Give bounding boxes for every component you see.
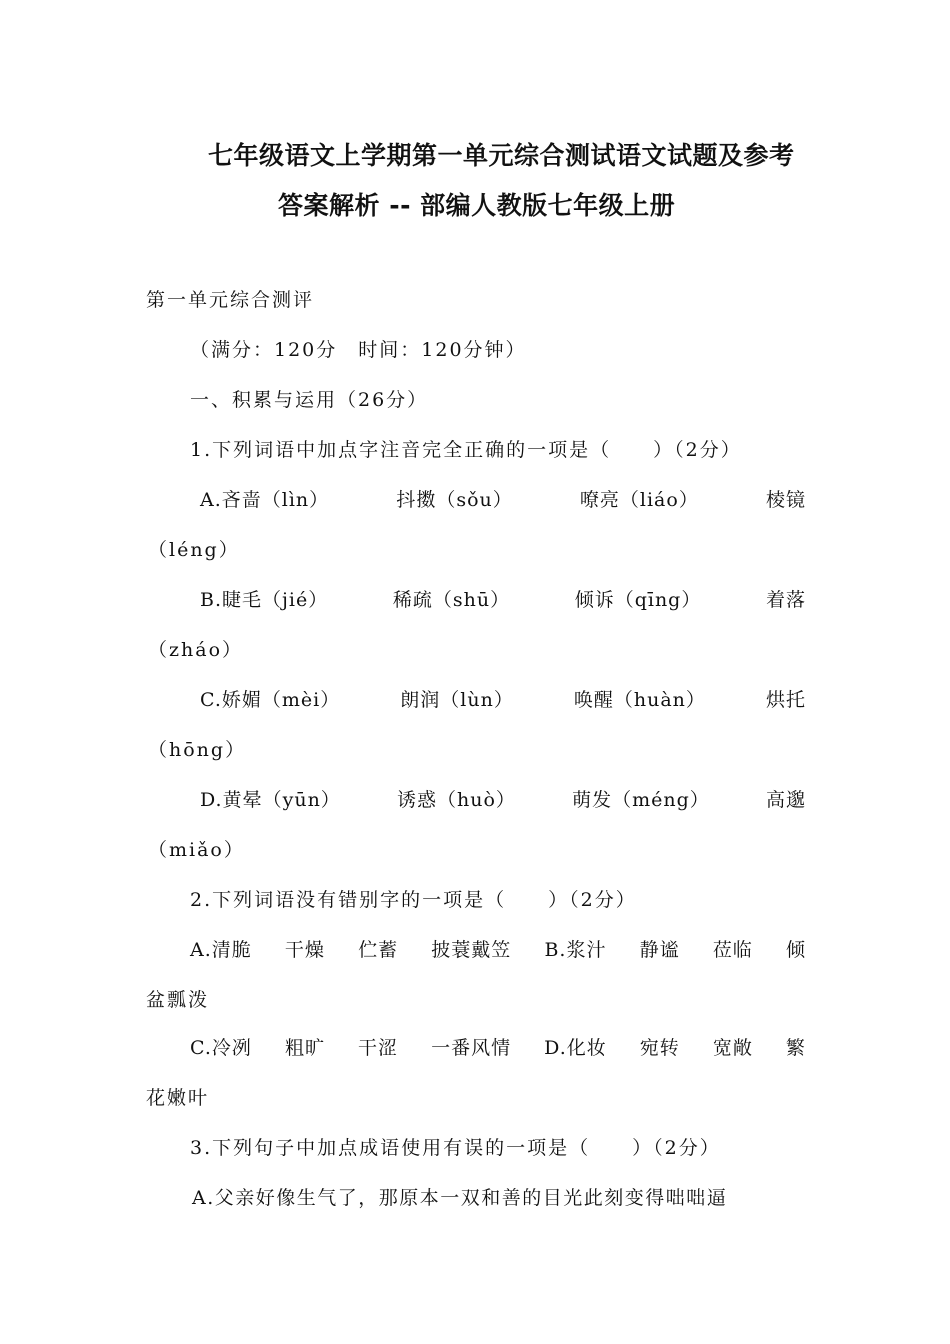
option-text: 抖擞（sǒu） bbox=[396, 489, 513, 511]
option-text: 一番风情 bbox=[431, 1037, 512, 1059]
option-text: 朗润（lùn） bbox=[400, 689, 514, 711]
question-1-option-a-wrap: （léng） bbox=[148, 539, 240, 561]
option-text: 萌发（méng） bbox=[572, 789, 710, 811]
option-text: 静谧 bbox=[639, 939, 680, 961]
option-text: C.娇媚（mèi） bbox=[200, 689, 341, 711]
document-title-line-2: 答案解析 -- 部编人教版七年级上册 bbox=[278, 191, 676, 220]
option-text: 着落 bbox=[765, 589, 806, 611]
option-text: A.清脆 bbox=[190, 939, 252, 961]
question-2-options-ab-wrap: 盆瓢泼 bbox=[146, 989, 210, 1011]
question-1-stem: 1.下列词语中加点字注音完全正确的一项是（ ）（2分） bbox=[190, 439, 742, 461]
question-1-option-c bbox=[200, 687, 806, 713]
option-text: 倾诉（qīng） bbox=[574, 589, 702, 611]
option-text: 宛转 bbox=[639, 1037, 680, 1059]
question-2-stem: 2.下列词语没有错别字的一项是（ ）（2分） bbox=[190, 889, 637, 911]
question-1-option-b bbox=[200, 587, 806, 613]
option-text: 干燥 bbox=[284, 939, 325, 961]
option-text: B.浆汁 bbox=[544, 939, 607, 961]
question-2-options-ab bbox=[190, 937, 806, 963]
question-2-options-cd-wrap: 花嫩叶 bbox=[146, 1087, 210, 1109]
option-text: 高邈 bbox=[765, 789, 806, 811]
option-text: B.睫毛（jié） bbox=[200, 589, 329, 611]
option-text: A.吝啬（lìn） bbox=[200, 489, 330, 511]
option-text: 倾 bbox=[785, 939, 806, 961]
part-one-heading: 一、积累与运用（26分） bbox=[190, 389, 429, 411]
option-text: C.冷冽 bbox=[190, 1037, 252, 1059]
question-3-option-a: A.父亲好像生气了，那原本一双和善的目光此刻变得咄咄逼 bbox=[192, 1187, 728, 1209]
question-1-option-a bbox=[200, 487, 806, 513]
option-text: 伫蓄 bbox=[358, 939, 399, 961]
option-text: D.黄晕（yūn） bbox=[200, 789, 341, 811]
question-1-option-c-wrap: （hōng） bbox=[148, 739, 247, 761]
option-text: 干涩 bbox=[358, 1037, 399, 1059]
option-text: 唤醒（huàn） bbox=[573, 689, 706, 711]
option-text: 嘹亮（liáo） bbox=[579, 489, 699, 511]
section-heading: 第一单元综合测评 bbox=[146, 289, 315, 311]
question-2-options-cd bbox=[190, 1035, 806, 1061]
option-text: 稀疏（shū） bbox=[392, 589, 511, 611]
document-title-line-1: 七年级语文上学期第一单元综合测试语文试题及参考 bbox=[208, 141, 795, 170]
option-text: D.化妆 bbox=[544, 1037, 607, 1059]
question-1-option-d-wrap: （miǎo） bbox=[148, 839, 245, 861]
option-text: 繁 bbox=[785, 1037, 806, 1059]
option-text: 莅临 bbox=[712, 939, 753, 961]
option-text: 诱惑（huò） bbox=[397, 789, 516, 811]
question-1-option-d bbox=[200, 787, 806, 813]
option-text: 粗旷 bbox=[284, 1037, 325, 1059]
question-1-option-b-wrap: （zháo） bbox=[148, 639, 244, 661]
option-text: 宽敞 bbox=[712, 1037, 753, 1059]
option-text: 烘托 bbox=[765, 689, 806, 711]
question-3-stem: 3.下列句子中加点成语使用有误的一项是（ ）（2分） bbox=[190, 1137, 721, 1159]
option-text: 棱镜 bbox=[765, 489, 806, 511]
option-text: 披蓑戴笠 bbox=[431, 939, 512, 961]
score-info: （满分：120分 时间：120分钟） bbox=[190, 339, 527, 361]
